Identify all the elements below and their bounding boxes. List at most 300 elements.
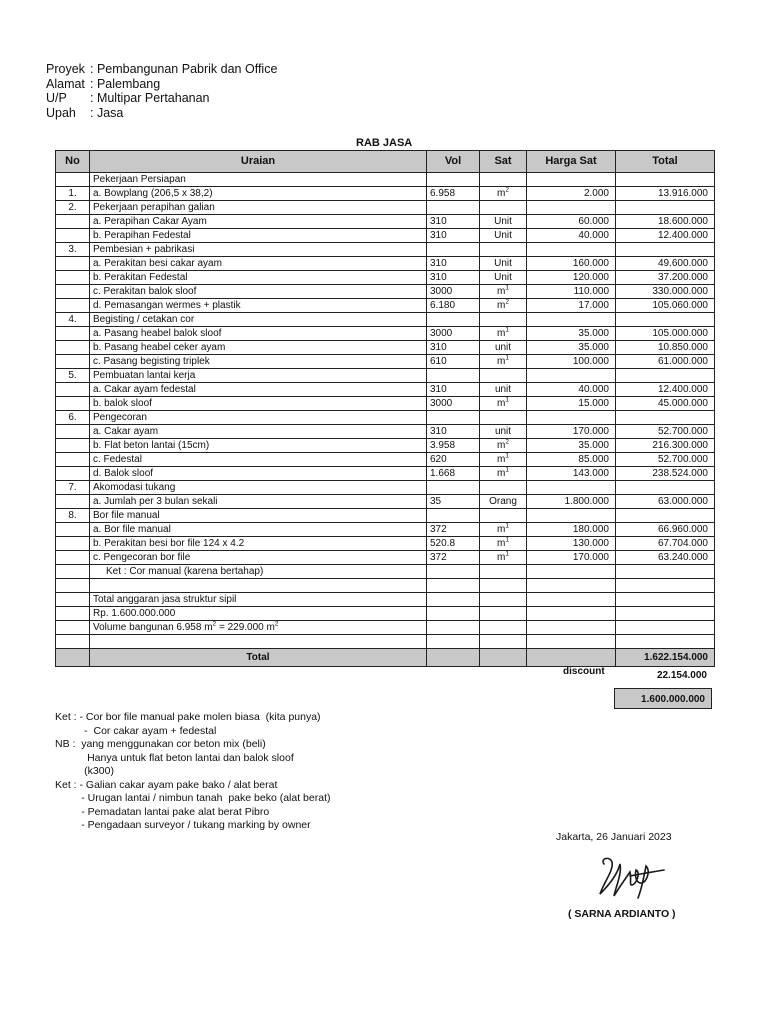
header-label: U/P — [46, 91, 67, 105]
cell-total: 238.524.000 — [616, 467, 715, 481]
project-header — [46, 62, 277, 120]
unit-text: Unit — [494, 272, 512, 283]
unit-text: m — [497, 468, 506, 479]
unit-superscript: 1 — [505, 284, 509, 292]
cell-harga: 143.000 — [527, 467, 616, 481]
cell-total — [616, 509, 715, 523]
table-row — [56, 271, 715, 285]
note-line: - Pemadatan lantai pake alat berat Pibro — [55, 805, 270, 818]
col-header-harga: Harga Sat — [527, 151, 616, 173]
cell-harga: 35.000 — [527, 439, 616, 453]
cell-uraian: a. Bor file manual — [90, 523, 427, 537]
cell-sat — [480, 257, 527, 271]
unit-superscript: 1 — [505, 396, 509, 404]
cell-uraian: Pekerjaan perapihan galian — [90, 201, 427, 215]
cell-harga — [527, 243, 616, 257]
cell-sat — [480, 355, 527, 369]
cell-sat — [480, 481, 527, 495]
unit-text: m — [497, 552, 506, 563]
cell-uraian: b. Perapihan Fedestal — [90, 229, 427, 243]
col-header-vol: Vol — [427, 151, 480, 173]
signer-name: ( SARNA ARDIANTO ) — [568, 908, 676, 920]
cell-vol: 372 — [427, 523, 480, 537]
cell-sat — [480, 285, 527, 299]
unit-superscript: 1 — [505, 452, 509, 460]
cell-total: 63.240.000 — [616, 551, 715, 565]
cell-no: 5. — [56, 369, 90, 383]
cell-vol — [427, 369, 480, 383]
col-header-uraian: Uraian — [90, 151, 427, 173]
cell-no — [56, 229, 90, 243]
cell-no — [56, 523, 90, 537]
unit-text: Orang — [489, 496, 517, 507]
cell-sat — [480, 341, 527, 355]
cell-total: 52.700.000 — [616, 453, 715, 467]
unit-text: m — [497, 328, 506, 339]
unit-superscript: 1 — [505, 326, 509, 334]
superscript: 2 — [274, 620, 279, 628]
cell-uraian: Begisting / cetakan cor — [90, 313, 427, 327]
cell-vol: 6.180 — [427, 299, 480, 313]
cell-no: 2. — [56, 201, 90, 215]
cell-harga: 110.000 — [527, 285, 616, 299]
table-row — [56, 299, 715, 313]
total-spacer — [56, 649, 90, 667]
table-row — [56, 341, 715, 355]
cell-sat — [480, 411, 527, 425]
unit-superscript: 1 — [505, 354, 509, 362]
unit-text: m — [497, 454, 506, 465]
table-row — [56, 257, 715, 271]
cell-vol — [427, 411, 480, 425]
cell-uraian: Pekerjaan Persiapan — [90, 173, 427, 187]
cell-no — [56, 257, 90, 271]
discount-label: discount — [563, 666, 605, 677]
cell-harga — [527, 593, 616, 607]
cell-sat — [480, 579, 527, 593]
note-line: - Cor cakar ayam + fedestal — [55, 724, 217, 737]
cell-sat — [480, 607, 527, 621]
table-row — [56, 593, 715, 607]
table-row — [56, 439, 715, 453]
cell-no: 8. — [56, 509, 90, 523]
cell-sat — [480, 383, 527, 397]
unit-text: m — [497, 398, 506, 409]
cell-harga: 85.000 — [527, 453, 616, 467]
cell-no — [56, 425, 90, 439]
cell-total — [616, 565, 715, 579]
table-row — [56, 173, 715, 187]
cell-harga: 1.800.000 — [527, 495, 616, 509]
cell-harga — [527, 635, 616, 649]
cell-total: 12.400.000 — [616, 383, 715, 397]
cell-harga — [527, 369, 616, 383]
cell-total — [616, 313, 715, 327]
cell-vol: 520.8 — [427, 537, 480, 551]
cell-total: 105.060.000 — [616, 299, 715, 313]
cell-vol — [427, 579, 480, 593]
cell-total: 67.704.000 — [616, 537, 715, 551]
table-row — [56, 313, 715, 327]
header-label: Upah — [46, 105, 76, 120]
cell-no — [56, 593, 90, 607]
cell-no: 4. — [56, 313, 90, 327]
cell-sat — [480, 369, 527, 383]
cell-vol: 310 — [427, 425, 480, 439]
unit-text: m — [497, 524, 506, 535]
note-line: Hanya untuk flat beton lantai dan balok sloof — [55, 751, 294, 764]
unit-superscript: 1 — [505, 466, 509, 474]
cell-uraian: b. Perakitan besi bor file 124 x 4.2 — [90, 537, 427, 551]
total-value: 1.622.154.000 — [616, 649, 715, 667]
table-row — [56, 215, 715, 229]
total-spacer — [427, 649, 480, 667]
cell-uraian — [90, 635, 427, 649]
total-spacer — [527, 649, 616, 667]
cell-harga: 35.000 — [527, 341, 616, 355]
cell-vol — [427, 593, 480, 607]
cell-uraian: b. Pasang heabel ceker ayam — [90, 341, 427, 355]
cell-no — [56, 285, 90, 299]
cell-sat — [480, 425, 527, 439]
cell-uraian: Bor file manual — [90, 509, 427, 523]
cell-no — [56, 579, 90, 593]
cell-harga: 2.000 — [527, 187, 616, 201]
cell-uraian — [90, 579, 427, 593]
cell-total — [616, 173, 715, 187]
cell-total: 216.300.000 — [616, 439, 715, 453]
note-line: Ket : - Cor bor file manual pake molen biasa (kita punya) — [55, 711, 321, 723]
table-header-row — [56, 151, 715, 173]
unit-text: m — [497, 300, 506, 311]
cell-no — [56, 355, 90, 369]
total-label: Total — [90, 649, 427, 667]
cell-sat — [480, 495, 527, 509]
header-row-alamat — [46, 77, 277, 92]
unit-text: m — [497, 538, 506, 549]
cell-total: 18.600.000 — [616, 215, 715, 229]
cell-vol: 620 — [427, 453, 480, 467]
cell-vol — [427, 173, 480, 187]
cell-uraian: b. Flat beton lantai (15cm) — [90, 439, 427, 453]
table-row — [56, 201, 715, 215]
rab-table — [55, 150, 715, 667]
cell-sat — [480, 439, 527, 453]
cell-harga — [527, 201, 616, 215]
unit-text: unit — [494, 384, 512, 395]
unit-text: Unit — [494, 258, 512, 269]
table-row — [56, 453, 715, 467]
cell-sat — [480, 467, 527, 481]
cell-uraian: d. Pemasangan wermes + plastik — [90, 299, 427, 313]
table-row — [56, 509, 715, 523]
cell-uraian: Ket : Cor manual (karena bertahap) — [90, 565, 427, 579]
cell-vol: 310 — [427, 341, 480, 355]
cell-harga: 130.000 — [527, 537, 616, 551]
cell-vol — [427, 481, 480, 495]
cell-sat — [480, 187, 527, 201]
header-value: : Palembang — [90, 76, 161, 91]
notes-block — [55, 711, 331, 833]
cell-total — [616, 621, 715, 635]
table-row — [56, 369, 715, 383]
cell-vol — [427, 621, 480, 635]
header-label: Proyek — [46, 62, 85, 76]
table-row — [56, 355, 715, 369]
cell-sat — [480, 215, 527, 229]
cell-no — [56, 565, 90, 579]
header-value: : Multipar Pertahanan — [90, 91, 210, 105]
header-value: : Jasa — [90, 105, 124, 120]
cell-uraian: Pembuatan lantai kerja — [90, 369, 427, 383]
cell-harga: 180.000 — [527, 523, 616, 537]
cell-total: 105.000.000 — [616, 327, 715, 341]
cell-uraian: c. Perakitan balok sloof — [90, 285, 427, 299]
cell-total: 49.600.000 — [616, 257, 715, 271]
table-body — [56, 173, 715, 649]
cell-uraian: d. Balok sloof — [90, 467, 427, 481]
cell-uraian: a. Cakar ayam fedestal — [90, 383, 427, 397]
cell-no — [56, 551, 90, 565]
cell-sat — [480, 327, 527, 341]
table-row — [56, 425, 715, 439]
cell-uraian: c. Pengecoran bor file — [90, 551, 427, 565]
cell-sat — [480, 173, 527, 187]
unit-superscript: 2 — [505, 186, 509, 194]
cell-harga — [527, 313, 616, 327]
cell-vol: 310 — [427, 383, 480, 397]
table-row — [56, 187, 715, 201]
table-row — [56, 537, 715, 551]
cell-no — [56, 327, 90, 341]
col-header-sat: Sat — [480, 151, 527, 173]
cell-harga: 35.000 — [527, 327, 616, 341]
cell-no — [56, 607, 90, 621]
total-spacer — [480, 649, 527, 667]
cell-harga: 120.000 — [527, 271, 616, 285]
cell-total: 12.400.000 — [616, 229, 715, 243]
volume-note-text: Volume bangunan 6.958 m — [93, 622, 213, 633]
cell-harga: 60.000 — [527, 215, 616, 229]
cell-total: 61.000.000 — [616, 355, 715, 369]
unit-text: Unit — [494, 216, 512, 227]
cell-vol — [427, 313, 480, 327]
note-line: - Pengadaan surveyor / tukang marking by owner — [55, 819, 311, 831]
cell-total: 330.000.000 — [616, 285, 715, 299]
cell-uraian: a. Pasang heabel balok sloof — [90, 327, 427, 341]
unit-text: Unit — [494, 230, 512, 241]
signature-image — [590, 852, 670, 909]
cell-sat — [480, 313, 527, 327]
cell-total — [616, 243, 715, 257]
cell-harga — [527, 509, 616, 523]
cell-total — [616, 201, 715, 215]
col-header-no: No — [56, 151, 90, 173]
document-title: RAB JASA — [356, 137, 413, 149]
unit-superscript: 1 — [505, 550, 509, 558]
cell-harga — [527, 565, 616, 579]
cell-sat — [480, 229, 527, 243]
cell-uraian: c. Pasang begisting triplek — [90, 355, 427, 369]
cell-sat — [480, 635, 527, 649]
cell-total: 66.960.000 — [616, 523, 715, 537]
cell-uraian: a. Bowplang (206,5 x 38,2) — [90, 187, 427, 201]
cell-uraian: b. balok sloof — [90, 397, 427, 411]
header-row-proyek — [46, 62, 277, 77]
cell-no — [56, 215, 90, 229]
table-row — [56, 397, 715, 411]
cell-vol — [427, 243, 480, 257]
unit-text: m — [497, 356, 506, 367]
unit-superscript: 1 — [505, 536, 509, 544]
cell-uraian: a. Cakar ayam — [90, 425, 427, 439]
cell-sat — [480, 551, 527, 565]
table-row — [56, 243, 715, 257]
cell-harga: 15.000 — [527, 397, 616, 411]
cell-harga: 100.000 — [527, 355, 616, 369]
unit-text: m — [497, 188, 506, 199]
cell-uraian — [90, 621, 427, 635]
cell-no — [56, 467, 90, 481]
cell-no: 7. — [56, 481, 90, 495]
cell-vol — [427, 509, 480, 523]
cell-no — [56, 271, 90, 285]
cell-total — [616, 593, 715, 607]
cell-vol: 35 — [427, 495, 480, 509]
cell-sat — [480, 397, 527, 411]
cell-sat — [480, 271, 527, 285]
cell-no: 3. — [56, 243, 90, 257]
cell-sat — [480, 523, 527, 537]
cell-total — [616, 481, 715, 495]
cell-no — [56, 537, 90, 551]
cell-vol: 1.668 — [427, 467, 480, 481]
table-row — [56, 383, 715, 397]
cell-uraian: a. Perapihan Cakar Ayam — [90, 215, 427, 229]
cell-harga — [527, 621, 616, 635]
cell-no — [56, 621, 90, 635]
cell-uraian: b. Perakitan Fedestal — [90, 271, 427, 285]
unit-superscript: 2 — [505, 298, 509, 306]
cell-vol: 3.958 — [427, 439, 480, 453]
table-row — [56, 411, 715, 425]
cell-total — [616, 411, 715, 425]
header-row-up — [46, 91, 277, 106]
cell-sat — [480, 537, 527, 551]
table-row — [56, 229, 715, 243]
cell-harga — [527, 579, 616, 593]
cell-vol — [427, 607, 480, 621]
cell-uraian: a. Perakitan besi cakar ayam — [90, 257, 427, 271]
cell-harga — [527, 481, 616, 495]
cell-total — [616, 579, 715, 593]
cell-uraian: a. Jumlah per 3 bulan sekali — [90, 495, 427, 509]
cell-uraian: c. Fedestal — [90, 453, 427, 467]
cell-uraian: Total anggaran jasa struktur sipil — [90, 593, 427, 607]
cell-sat — [480, 299, 527, 313]
cell-sat — [480, 565, 527, 579]
table-row — [56, 565, 715, 579]
cell-no — [56, 439, 90, 453]
cell-vol: 3000 — [427, 327, 480, 341]
unit-superscript: 2 — [505, 438, 509, 446]
cell-total — [616, 369, 715, 383]
table-row — [56, 467, 715, 481]
cell-vol: 3000 — [427, 397, 480, 411]
cell-uraian: Pembesian + pabrikasi — [90, 243, 427, 257]
final-total: 1.600.000.000 — [614, 688, 712, 709]
table-row — [56, 327, 715, 341]
cell-vol: 310 — [427, 229, 480, 243]
table-row — [56, 621, 715, 635]
cell-total — [616, 635, 715, 649]
cell-no — [56, 341, 90, 355]
cell-uraian: Akomodasi tukang — [90, 481, 427, 495]
cell-sat — [480, 509, 527, 523]
cell-no — [56, 383, 90, 397]
cell-sat — [480, 243, 527, 257]
unit-superscript: 1 — [505, 522, 509, 530]
header-row-upah — [46, 106, 277, 121]
cell-no — [56, 173, 90, 187]
cell-no: 1. — [56, 187, 90, 201]
cell-harga: 160.000 — [527, 257, 616, 271]
cell-vol: 372 — [427, 551, 480, 565]
header-label: Alamat — [46, 76, 85, 91]
unit-text: unit — [494, 426, 512, 437]
date-place: Jakarta, 26 Januari 2023 — [556, 831, 672, 843]
cell-sat — [480, 453, 527, 467]
cell-total — [616, 607, 715, 621]
cell-no — [56, 299, 90, 313]
superscript: 2 — [212, 620, 217, 628]
unit-text: m — [497, 440, 506, 451]
cell-no — [56, 453, 90, 467]
cell-uraian: Pengecoran — [90, 411, 427, 425]
cell-vol: 6.958 — [427, 187, 480, 201]
note-line: - Urugan lantai / nimbun tanah pake beko (alat berat) — [55, 792, 331, 804]
cell-harga — [527, 411, 616, 425]
table-row — [56, 579, 715, 593]
cell-harga — [527, 173, 616, 187]
cell-vol: 310 — [427, 257, 480, 271]
header-value: : Pembangunan Pabrik dan Office — [90, 62, 278, 76]
cell-uraian: Rp. 1.600.000.000 — [90, 607, 427, 621]
col-header-total: Total — [616, 151, 715, 173]
cell-no — [56, 635, 90, 649]
cell-harga: 40.000 — [527, 229, 616, 243]
cell-no — [56, 397, 90, 411]
cell-no: 6. — [56, 411, 90, 425]
cell-harga: 170.000 — [527, 551, 616, 565]
cell-vol — [427, 201, 480, 215]
table-row — [56, 481, 715, 495]
cell-sat — [480, 201, 527, 215]
table-row — [56, 523, 715, 537]
note-line: (k300) — [55, 765, 114, 777]
cell-total: 45.000.000 — [616, 397, 715, 411]
cell-total: 10.850.000 — [616, 341, 715, 355]
cell-harga: 40.000 — [527, 383, 616, 397]
table-row — [56, 551, 715, 565]
unit-text: unit — [494, 342, 512, 353]
unit-text: m — [497, 286, 506, 297]
cell-total: 63.000.000 — [616, 495, 715, 509]
total-row — [56, 649, 715, 667]
cell-harga: 170.000 — [527, 425, 616, 439]
cell-sat — [480, 621, 527, 635]
cell-total: 37.200.000 — [616, 271, 715, 285]
